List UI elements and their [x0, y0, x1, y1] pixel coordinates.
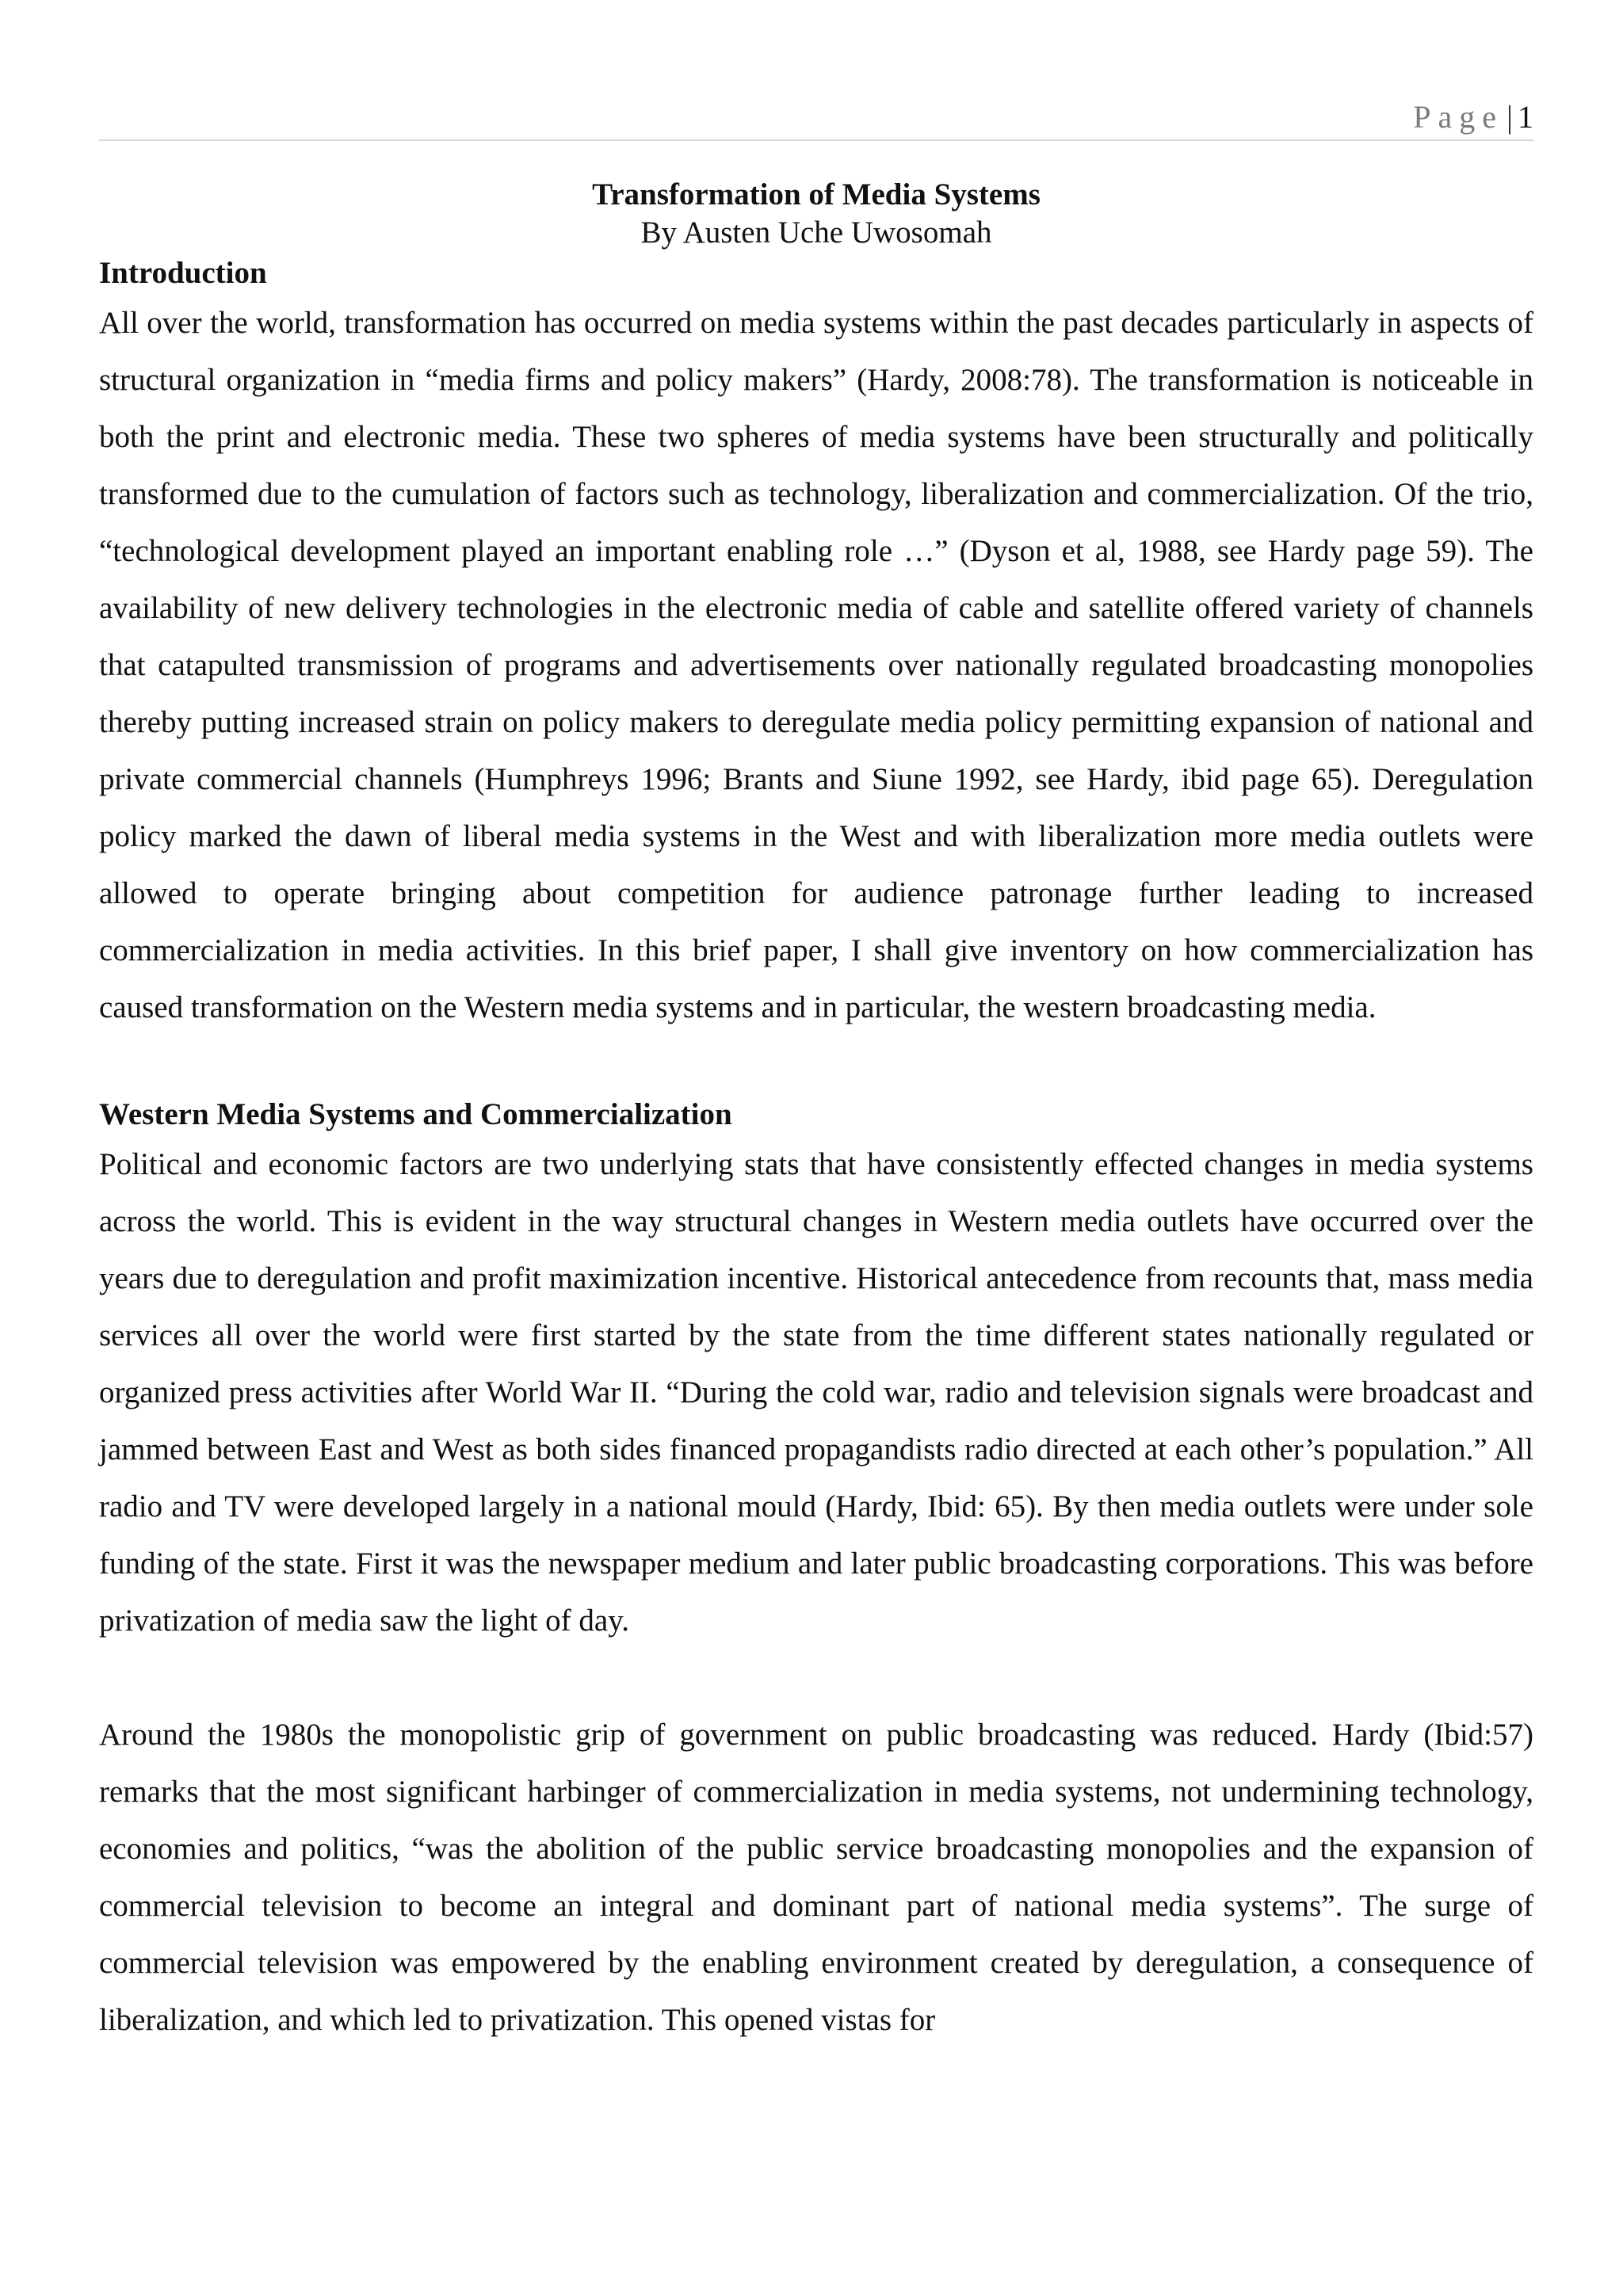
document-title: Transformation of Media Systems	[592, 177, 1041, 212]
paragraph-spacer	[99, 1650, 1533, 1707]
document-author: By Austen Uche Uwosomah	[640, 215, 992, 250]
paragraph: Political and economic factors are two underlying stats that have consistently effected changes in media systems across the world. This is evident in the way structural changes in Western media outlets have occurred over the years due to deregulation and profit maximization incentive. Historical antecedence from recounts that, mass media services all over the world were first started by the state from the time different states nationally regulated or organized press activities after World War II. “During the cold war, radio and television signals were broadcast and jammed between East and West as both sides financed propagandists radio directed at each other’s population.” All radio and TV were developed largely in a national mould (Hardy, Ibid: 65). By then media outlets were under sole funding of the state. First it was the newspaper medium and later public broadcasting corporations. This was before privatization of media saw the light of day.	[99, 1147, 1533, 1638]
section-heading-western-media: Western Media Systems and Commercialization	[99, 1097, 732, 1131]
page-label: Page	[1413, 99, 1503, 135]
document-body	[99, 176, 1533, 2049]
page-header	[99, 95, 1533, 141]
section-spacer	[99, 1036, 1533, 1093]
section-heading-introduction: Introduction	[99, 256, 267, 290]
paragraph: All over the world, transformation has occurred on media systems within the past decades particularly in aspects of structural organization in “media firms and policy makers” (Hardy, 2008:78). The transformation is noticeable in both the print and electronic media. These two spheres of media systems have been structurally and politically transformed due to the cumulation of factors such as technology, liberalization and commercialization. Of the trio, “technological development played an important enabling role …” (Dyson et al, 1988, see Hardy page 59). The availability of new delivery technologies in the electronic media of cable and satellite offered variety of channels that catapulted transmission of programs and advertisements over nationally regulated broadcasting monopolies thereby putting increased strain on policy makers to deregulate media policy permitting expansion of national and private commercial channels (Humphreys 1996; Brants and Siune 1992, see Hardy, ibid page 65). Deregulation policy marked the dawn of liberal media systems in the West and with liberalization more media outlets were allowed to operate bringing about competition for audience patronage further leading to increased commercialization in media activities. In this brief paper, I shall give inventory on how commercialization has caused transformation on the Western media systems and in particular, the western broadcasting media.	[99, 306, 1533, 1024]
paragraph: Around the 1980s the monopolistic grip of government on public broadcasting was reduced. Hardy (Ibid:57) remarks that the most significant harbinger of commercialization in media systems, not undermining technology, economies and politics, “was the abolition of the public service broadcasting monopolies and the expansion of commercial television to become an integral and dominant part of national media systems”. The surge of commercial television was empowered by the enabling environment created by deregulation, a consequence of liberalization, and which led to privatization. This opened vistas for	[99, 1718, 1533, 2037]
page-number: 1	[1518, 99, 1533, 135]
page-separator: |	[1506, 99, 1513, 135]
